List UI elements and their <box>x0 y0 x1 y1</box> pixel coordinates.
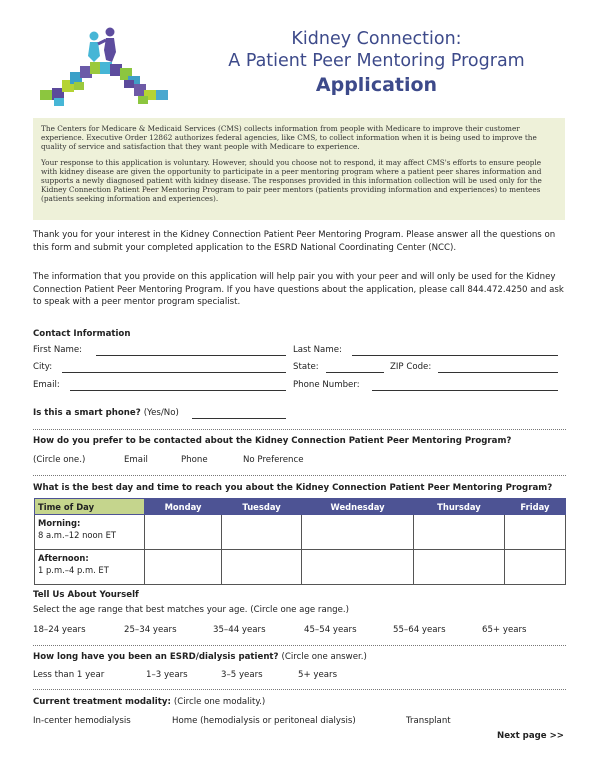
title-line-3: Application <box>315 74 438 96</box>
header <box>34 22 566 112</box>
first-name-label: First Name: <box>33 345 83 355</box>
esrd-question-text: How long have you been an ESRD/dialysis patient? <box>33 652 279 662</box>
schedule-row-morning <box>35 515 566 550</box>
day-header-thursday: Thursday <box>414 499 505 515</box>
age-option-45-54[interactable]: 45–54 years <box>304 625 357 635</box>
age-option-65-plus[interactable]: 65+ years <box>482 625 527 635</box>
schedule-cell[interactable] <box>145 550 222 585</box>
age-option-18-24[interactable]: 18–24 years <box>33 625 86 635</box>
day-header-monday: Monday <box>145 499 222 515</box>
schedule-cell[interactable] <box>504 515 565 550</box>
day-header-friday: Friday <box>504 499 565 515</box>
row-label-time: 1 p.m.–4 p.m. ET <box>38 565 109 575</box>
city-field[interactable] <box>62 372 286 373</box>
notice-paragraph-1: The Centers for Medicare & Medicaid Services (CMS) collects information from people with Medicare to improve their customer experience. Executive Order 12862 authorizes federal agencies, like CMS, to collect information when it is being used to improve the quality of service and satisfaction that they want people with Medicare to experience. <box>41 124 537 152</box>
modality-option-home[interactable]: Home (hemodialysis or peritoneal dialysis) <box>172 716 356 726</box>
smartphone-hint: (Yes/No) <box>143 408 179 418</box>
row-label-morning <box>35 515 145 550</box>
last-name-label: Last Name: <box>293 345 342 355</box>
contact-option-email[interactable]: Email <box>124 455 148 465</box>
age-option-25-34[interactable]: 25–34 years <box>124 625 177 635</box>
esrd-option-5-plus[interactable]: 5+ years <box>298 670 338 680</box>
schedule-cell[interactable] <box>222 550 302 585</box>
schedule-corner: Time of Day <box>35 499 145 515</box>
schedule-header-row <box>35 499 566 515</box>
state-label: State: <box>293 362 319 372</box>
intro-paragraph-2: The information that you provide on this application will help pair you with your peer and will only be used for the Kidney Connection Patient Peer Mentoring Program. If you have questions about the application, please call 844.472.4250 and ask to speak with a peer mentor program specialist. <box>33 272 564 307</box>
about-heading: Tell Us About Yourself <box>33 590 139 600</box>
day-header-tuesday: Tuesday <box>222 499 302 515</box>
divider <box>33 645 566 646</box>
divider <box>33 689 566 690</box>
row-label-afternoon <box>35 550 145 585</box>
schedule-cell[interactable] <box>302 550 414 585</box>
esrd-hint: (Circle one answer.) <box>281 652 367 662</box>
modality-option-transplant[interactable]: Transplant <box>406 716 451 726</box>
divider <box>33 429 566 430</box>
esrd-question <box>33 652 367 662</box>
title-block <box>184 28 569 98</box>
row-label-time: 8 a.m.–12 noon ET <box>38 530 117 540</box>
esrd-option-1-3[interactable]: 1–3 years <box>146 670 188 680</box>
schedule-cell[interactable] <box>414 515 505 550</box>
smartphone-field[interactable] <box>192 418 286 419</box>
zip-label: ZIP Code: <box>390 362 432 372</box>
contact-pref-instruction: (Circle one.) <box>33 455 86 465</box>
contact-option-no-preference[interactable]: No Preference <box>243 455 304 465</box>
esrd-option-less-than-1[interactable]: Less than 1 year <box>33 670 105 680</box>
last-name-field[interactable] <box>352 355 558 356</box>
state-field[interactable] <box>326 372 384 373</box>
schedule-table <box>34 498 566 585</box>
phone-label: Phone Number: <box>293 380 360 390</box>
zip-field[interactable] <box>438 372 558 373</box>
schedule-cell[interactable] <box>414 550 505 585</box>
modality-option-in-center[interactable]: In-center hemodialysis <box>33 716 131 726</box>
contact-option-phone[interactable]: Phone <box>181 455 208 465</box>
title-line-1: Kidney Connection: <box>291 29 462 49</box>
day-header-wednesday: Wednesday <box>302 499 414 515</box>
intro-paragraph-1: Thank you for your interest in the Kidney Connection Patient Peer Mentoring Program. Please answer all the questions on this form and submit your completed application to the ESRD National Coordinating Center (NCC). <box>33 230 556 253</box>
esrd-option-3-5[interactable]: 3–5 years <box>221 670 263 680</box>
row-label-title: Morning: <box>38 518 81 528</box>
about-instruction: Select the age range that best matches your age. (Circle one age range.) <box>33 605 349 615</box>
schedule-cell[interactable] <box>145 515 222 550</box>
modality-hint: (Circle one modality.) <box>173 697 266 707</box>
city-label: City: <box>33 362 53 372</box>
email-field[interactable] <box>70 390 286 391</box>
cms-notice <box>33 118 565 220</box>
age-option-55-64[interactable]: 55–64 years <box>393 625 446 635</box>
puzzle-bridge-logo <box>34 22 174 110</box>
schedule-row-afternoon <box>35 550 566 585</box>
divider <box>33 475 566 476</box>
schedule-cell[interactable] <box>504 550 565 585</box>
email-label: Email: <box>33 380 60 390</box>
contact-heading: Contact Information <box>33 329 131 339</box>
phone-field[interactable] <box>372 390 558 391</box>
age-option-35-44[interactable]: 35–44 years <box>213 625 266 635</box>
next-page-link[interactable]: Next page >> <box>497 731 564 741</box>
smartphone-question <box>33 408 179 418</box>
schedule-question: What is the best day and time to reach you about the Kidney Connection Patient Peer Mentoring Program? <box>33 483 553 493</box>
schedule-cell[interactable] <box>302 515 414 550</box>
row-label-title: Afternoon: <box>38 553 89 563</box>
contact-pref-question: How do you prefer to be contacted about the Kidney Connection Patient Peer Mentoring Program? <box>33 436 512 446</box>
modality-question <box>33 697 265 707</box>
smartphone-question-text: Is this a smart phone? <box>33 408 141 418</box>
modality-question-text: Current treatment modality: <box>33 697 171 707</box>
schedule-cell[interactable] <box>222 515 302 550</box>
first-name-field[interactable] <box>96 355 286 356</box>
notice-paragraph-2: Your response to this application is voluntary. However, should you choose not to respond, it may affect CMS's efforts to ensure people with kidney disease are given the opportunity to participate in a peer mentoring program where a patient peer shares information and supports a newly diagnosed patient with kidney disease. The responses provided in this information collection will be used only for the Kidney Connection Patient Peer Mentoring Program to pair peer mentors (patients providing information and experiences) to mentees (patients seeking information and experiences). <box>41 157 542 204</box>
title-line-2: A Patient Peer Mentoring Program <box>228 51 525 71</box>
